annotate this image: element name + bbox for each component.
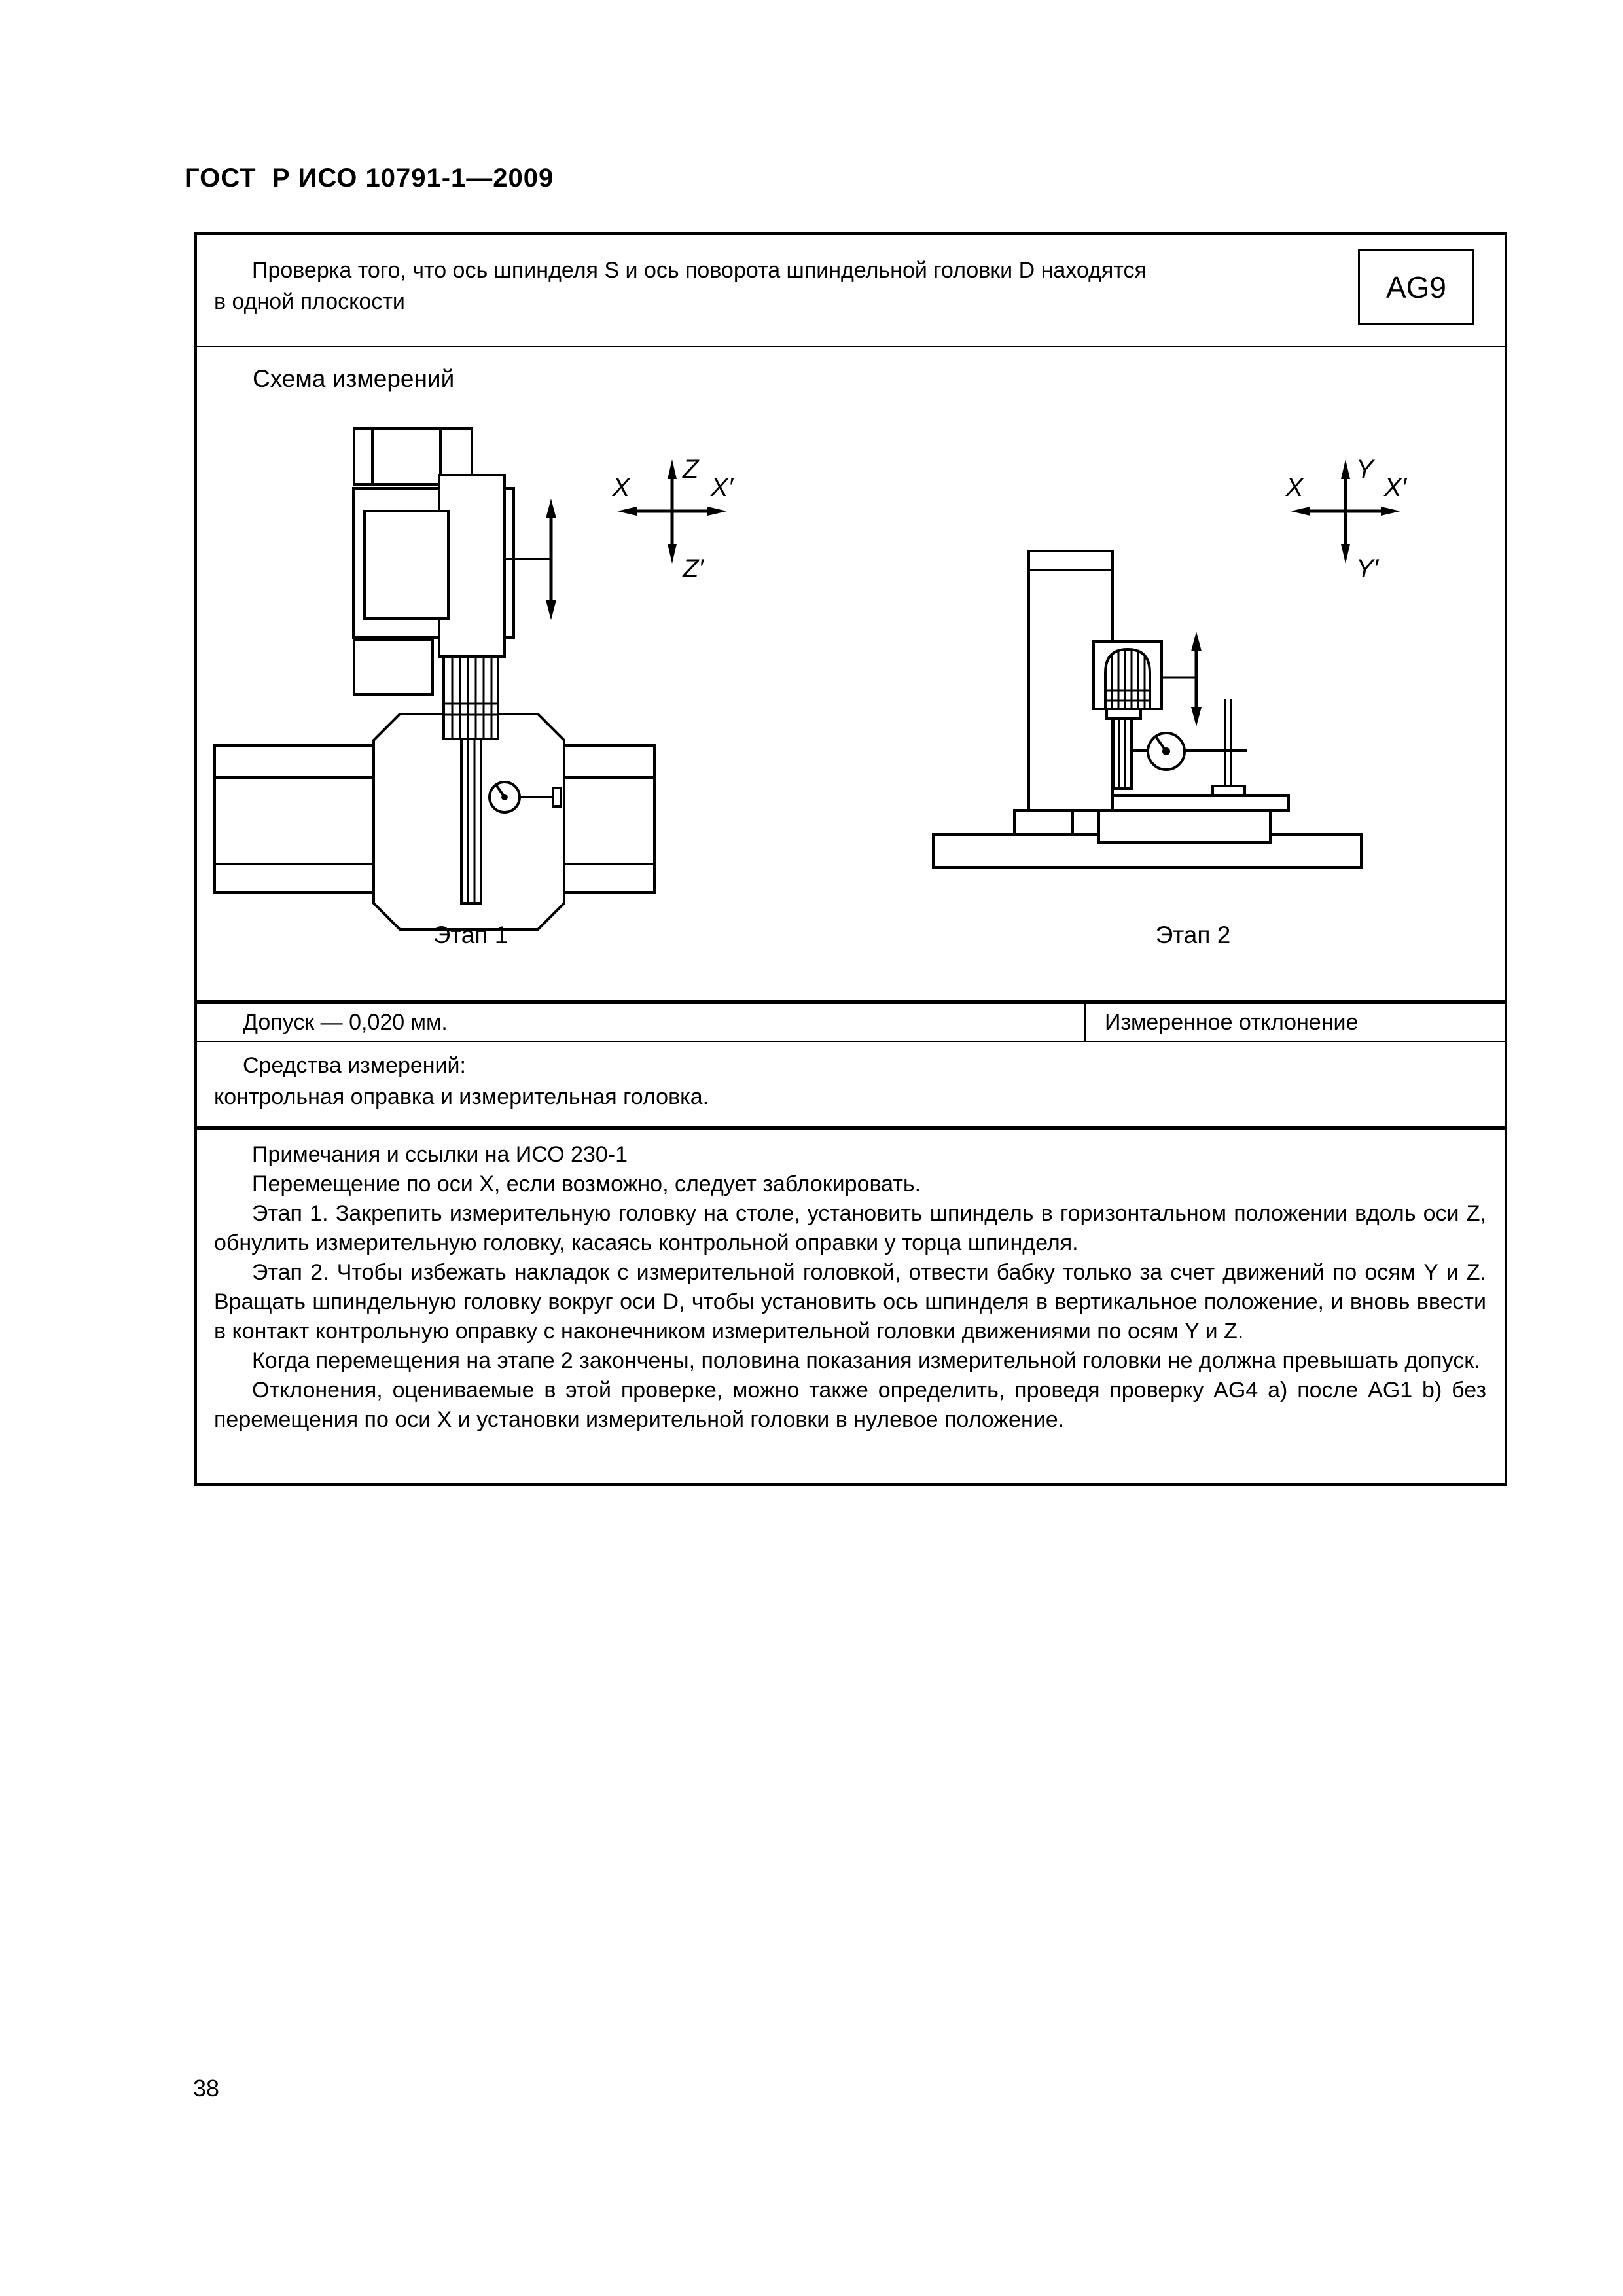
note-paragraph: Отклонения, оцениваемые в этой проверке, можно также определить, проведя проверку AG4 a) после AG1 b) без перемещения по оси X и установки измерительной головки в нулевое положение. xyxy=(214,1378,1486,1432)
stage1-spindle-head xyxy=(353,429,514,694)
test-table xyxy=(194,232,1507,1486)
scheme-label: Схема измерений xyxy=(253,365,455,392)
stage2-caption: Этап 2 xyxy=(1155,922,1231,948)
note-paragraph: Перемещение по оси X, если возможно, следует заблокировать. xyxy=(252,1172,921,1196)
stage1-test-mandrel xyxy=(461,739,481,903)
stage1-axis-label-left: X xyxy=(612,473,630,502)
stage2-axis-cross xyxy=(1285,455,1408,583)
stage2-spindle-head xyxy=(1094,641,1162,709)
tolerance-row xyxy=(197,1000,1505,1041)
stage1-machine-drawing xyxy=(215,429,734,929)
stage2-axis-label-down: Y′ xyxy=(1356,554,1379,583)
stage2-movement-arrow xyxy=(1162,632,1202,726)
measured-deviation-label: Измеренное отклонение xyxy=(1084,1004,1505,1041)
stage2-axis-label-up: Y xyxy=(1356,455,1374,484)
note-paragraph: Примечания и ссылки на ИСО 230-1 xyxy=(252,1142,628,1167)
stage1-caption: Этап 1 xyxy=(433,922,508,948)
note-paragraph: Этап 1. Закрепить измерительную головку на столе, установить шпиндель в горизонтальном положении вдоль оси Z, обнулить измерительную головку, касаясь контрольной оправки у торца шпинделя. xyxy=(214,1201,1486,1255)
stage2-machine-drawing xyxy=(933,455,1408,867)
test-title-line1: Проверка того, что ось шпинделя S и ось поворота шпиндельной головки D находятся xyxy=(252,258,1147,283)
notes-section xyxy=(197,1126,1505,1473)
instruments-row xyxy=(197,1041,1505,1126)
tolerance-label: Допуск — 0,020 мм. xyxy=(243,1009,448,1035)
stage2-axis-label-right: X′ xyxy=(1383,473,1407,502)
stage2-dial-indicator xyxy=(1148,733,1185,770)
page-number: 38 xyxy=(193,2075,220,2102)
stage1-axis-cross xyxy=(612,455,734,583)
measurement-scheme-drawing xyxy=(197,347,1510,1001)
note-paragraph: Когда перемещения на этапе 2 закончены, половина показания измерительной головки не должна превышать допуск. xyxy=(252,1348,1480,1373)
stage1-spindle-shank xyxy=(444,656,498,739)
note-paragraph: Этап 2. Чтобы избежать накладок с измерительной головкой, отвести бабку только за счет движений по осям Y и Z. Вращать шпиндельную головку вокруг оси D, чтобы установить ось шпинделя в вертикальное положение, и вновь ввести в контакт контрольную оправку с наконечником измерительной головки движениями по осям Y и Z. xyxy=(214,1260,1486,1344)
document-header: ГОСТ Р ИСО 10791-1—2009 xyxy=(185,164,554,192)
test-title-line2: в одной плоскости xyxy=(214,289,405,314)
instruments-list: контрольная оправка и измерительная головка. xyxy=(214,1085,709,1109)
stage1-axis-label-up: Z xyxy=(683,455,699,484)
test-title-row xyxy=(197,235,1505,346)
test-title xyxy=(214,255,1327,317)
instruments-title: Средства измерений: xyxy=(243,1053,466,1078)
stage2-axis-label-left: X xyxy=(1285,473,1304,502)
measurement-scheme-row xyxy=(197,346,1505,1000)
test-code-badge: AG9 xyxy=(1358,249,1474,325)
stage1-axis-label-right: X′ xyxy=(710,473,734,502)
stage1-axis-label-down: Z′ xyxy=(683,554,704,583)
